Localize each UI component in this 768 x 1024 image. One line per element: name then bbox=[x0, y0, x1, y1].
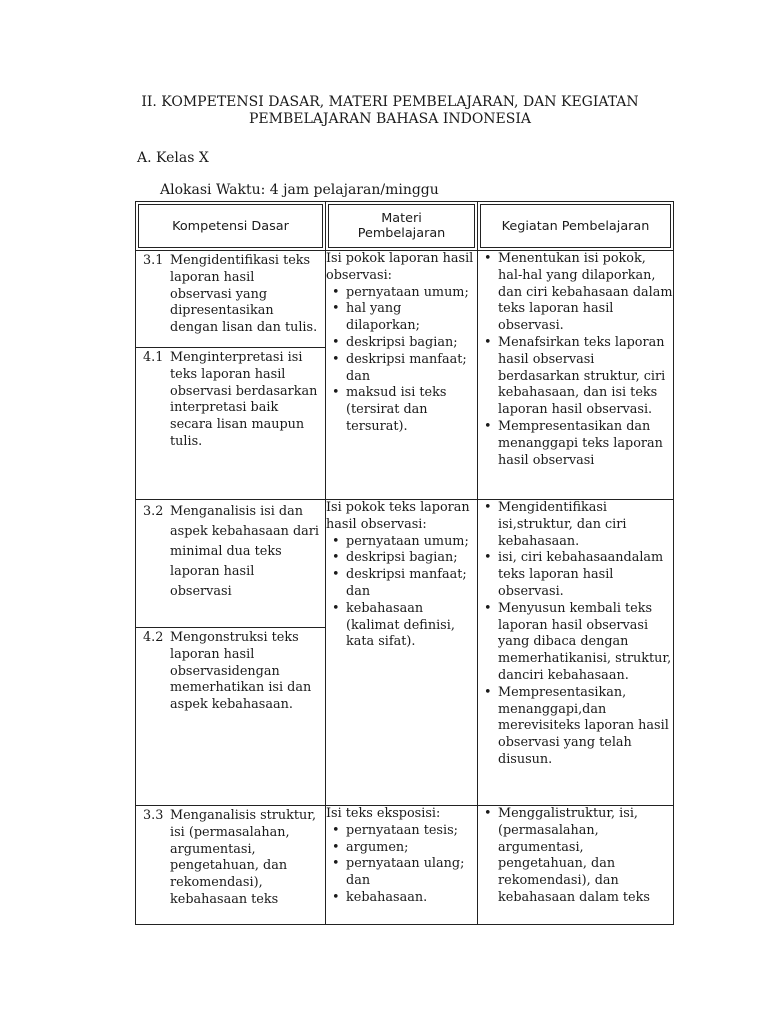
kd-text: Mengidentifikasi teks laporan hasil observasi yang dipresentasikan dengan lisan dan tulis. bbox=[170, 253, 318, 336]
materi-item: • deskripsi bagian; bbox=[326, 335, 477, 352]
kegiatan-item: • isi, ciri kebahasaandalam teks laporan hasil observasi. bbox=[478, 550, 673, 600]
materi-item: • pernyataan umum; bbox=[326, 285, 477, 302]
kd-number: 3.1 bbox=[143, 253, 164, 268]
materi-item: • deskripsi manfaat; dan bbox=[326, 352, 477, 386]
materi-item: • argumen; bbox=[326, 840, 477, 857]
kegiatan-cell bbox=[478, 251, 674, 500]
competency-table bbox=[135, 201, 674, 925]
kd-text: Menginterpretasi isi teks laporan hasil observasi berdasarkan interpretasi baik secara lisan maupun tulis. bbox=[170, 350, 318, 449]
materi-item: • maksud isi teks (tersirat dan tersurat). bbox=[326, 385, 477, 435]
table-row bbox=[136, 500, 674, 806]
kd-item-3-1 bbox=[136, 251, 325, 348]
header-kegiatan: Kegiatan Pembelajaran bbox=[480, 204, 671, 248]
materi-item: • pernyataan umum; bbox=[326, 534, 477, 551]
materi-cell bbox=[326, 251, 478, 500]
materi-item: • kebahasaan. bbox=[326, 890, 477, 907]
kd-text: Mengonstruksi teks laporan hasil observasidengan memerhatikan isi dan aspek kebahasaan. bbox=[170, 630, 312, 713]
materi-item: • deskripsi bagian; bbox=[326, 550, 477, 567]
kegiatan-item: • Menggalistruktur, isi,(permasalahan, argumentasi, pengetahuan, dan rekomendasi), dan kebahasaan dalam teks bbox=[478, 806, 673, 907]
materi-cell bbox=[326, 806, 478, 925]
time-allocation: Alokasi Waktu: 4 jam pelajaran/minggu bbox=[160, 182, 439, 198]
kd-number: 3.2 bbox=[143, 504, 164, 519]
kd-number: 4.1 bbox=[143, 350, 164, 365]
kd-text: Menganalisis isi dan aspek kebahasaan dari minimal dua teks laporan hasil observasi bbox=[170, 504, 319, 599]
kegiatan-item: • Mempresentasikan dan menanggapi teks laporan hasil observasi bbox=[478, 419, 673, 469]
materi-item: • kebahasaan (kalimat definisi, kata sifat). bbox=[326, 601, 477, 651]
kd-item-3-2 bbox=[136, 500, 325, 628]
kegiatan-cell bbox=[478, 806, 674, 925]
section-title: A. Kelas X bbox=[137, 150, 209, 166]
materi-intro: Isi pokok teks laporan hasil observasi: bbox=[326, 500, 470, 532]
kegiatan-cell bbox=[478, 500, 674, 806]
document-heading bbox=[100, 94, 680, 128]
kd-text: Menganalisis struktur, isi (permasalahan, argumentasi, pengetahuan, dan rekomendasi), kebahasaan teks bbox=[170, 808, 317, 907]
kd-item-3-3 bbox=[136, 806, 325, 911]
materi-item: • pernyataan ulang; dan bbox=[326, 856, 477, 890]
table-header-row bbox=[136, 202, 674, 251]
heading-line-2: PEMBELAJARAN BAHASA INDONESIA bbox=[248, 111, 532, 127]
materi-item: • pernyataan tesis; bbox=[326, 823, 477, 840]
table-row bbox=[136, 251, 674, 500]
materi-cell bbox=[326, 500, 478, 806]
kegiatan-item: • Mengidentifikasi isi,struktur, dan ciri kebahasaan. bbox=[478, 500, 673, 550]
kd-item-4-1 bbox=[136, 348, 325, 453]
kegiatan-item: • Menafsirkan teks laporan hasil observasi berdasarkan struktur, ciri kebahasaan, dan isi teks laporan hasil observasi. bbox=[478, 335, 673, 419]
kd-number: 3.3 bbox=[143, 808, 164, 823]
kegiatan-item: • Mempresentasikan, menanggapi,dan merevisiteks laporan hasil observasi yang telah disusun. bbox=[478, 685, 673, 769]
kegiatan-item: • Menentukan isi pokok, hal-hal yang dilaporkan, dan ciri kebahasaan dalam teks laporan hasil observasi. bbox=[478, 251, 673, 335]
materi-intro: Isi pokok laporan hasil observasi: bbox=[326, 251, 474, 283]
kd-item-4-2 bbox=[136, 628, 325, 716]
kegiatan-item: • Menyusun kembali teks laporan hasil observasi yang dibaca dengan memerhatikanisi, struktur, danciri kebahasaan. bbox=[478, 601, 673, 685]
materi-item: • deskripsi manfaat; dan bbox=[326, 567, 477, 601]
header-kompetensi: Kompetensi Dasar bbox=[138, 204, 323, 248]
header-materi: Materi Pembelajaran bbox=[328, 204, 475, 248]
kd-number: 4.2 bbox=[143, 630, 164, 645]
heading-line-1: II. KOMPETENSI DASAR, MATERI PEMBELAJARAN, DAN KEGIATAN bbox=[141, 94, 639, 110]
materi-intro: Isi teks eksposisi: bbox=[326, 806, 441, 821]
table-row bbox=[136, 806, 674, 925]
materi-item: • hal yang dilaporkan; bbox=[326, 301, 477, 335]
